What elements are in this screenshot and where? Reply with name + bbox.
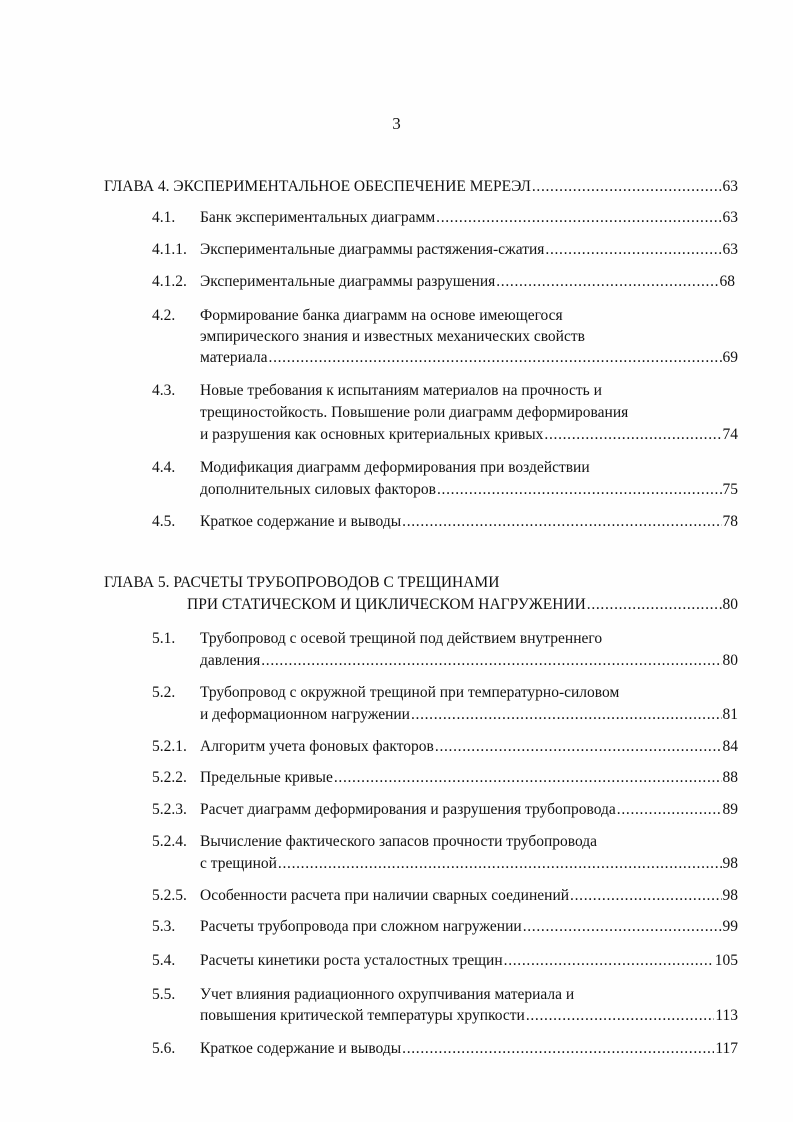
entry-number: 5.3.: [152, 918, 176, 935]
entry-number: 4.1.: [152, 209, 176, 226]
toc-entry-5-6: [152, 1038, 738, 1060]
entry-title-line: Учет влияния радиационного охрупчивания материала и: [200, 986, 575, 1003]
entry-number: 5.2.4.: [152, 833, 187, 850]
leader-dots: [526, 1005, 714, 1027]
entry-number: 5.2.3.: [152, 801, 187, 818]
page-ref: 98: [722, 855, 738, 872]
leader-dots: [496, 271, 718, 293]
page-ref: 78: [722, 513, 738, 530]
entry-title-line: Трубопровод с окружной трещиной при температурно-силовом: [200, 684, 620, 701]
chapter-4-heading: [104, 176, 738, 198]
entry-title-line: дополнительных силовых факторов: [200, 481, 436, 498]
chapter-title: ГЛАВА 4. ЭКСПЕРИМЕНТАЛЬНОЕ ОБЕСПЕЧЕНИЕ МЕРЕЭЛ: [104, 178, 531, 195]
chapter-title-line-2: ПРИ СТАТИЧЕСКОМ И ЦИКЛИЧЕСКОМ НАГРУЖЕНИИ: [187, 596, 586, 613]
page-ref: 68: [719, 273, 735, 290]
page-ref: 80: [722, 652, 738, 669]
page-ref: 99: [722, 918, 738, 935]
page-ref: 63: [722, 178, 738, 195]
entry-number: 5.2.5.: [152, 887, 187, 904]
entry-title-line: материала: [200, 349, 268, 366]
entry-title-line: Формирование банка диаграмм на основе имеющегося: [200, 307, 563, 324]
entry-number: 4.3.: [152, 382, 176, 399]
page-ref: 63: [722, 241, 738, 258]
page-ref: 98: [722, 887, 738, 904]
page-ref: 105: [714, 952, 738, 969]
leader-dots: [435, 736, 722, 758]
toc-entry-4-4: [200, 479, 738, 501]
toc-entry-5-3: [152, 916, 738, 938]
toc-entry-5-5: [200, 1005, 738, 1027]
entry-number: 4.4.: [152, 459, 176, 476]
entry-number: 4.1.1.: [152, 241, 187, 258]
leader-dots: [402, 511, 721, 533]
page-ref: 117: [715, 1040, 738, 1057]
leader-dots: [570, 885, 721, 907]
toc-entry-4-3: [200, 424, 738, 446]
page-ref: 84: [722, 738, 738, 755]
entry-title: Экспериментальные диаграммы разрушения: [200, 273, 496, 290]
page-ref: 63: [722, 209, 738, 226]
leader-dots: [617, 799, 722, 821]
entry-number: 4.1.2.: [152, 273, 187, 290]
leader-dots: [411, 704, 722, 726]
leader-dots: [261, 650, 721, 672]
page-ref: 75: [722, 481, 738, 498]
entry-title-line: с трещиной: [200, 855, 277, 872]
entry-title-line: Трубопровод с осевой трещиной под действием внутреннего: [200, 630, 603, 647]
entry-title: Банк экспериментальных диаграмм: [200, 209, 436, 226]
entry-number: 5.2.2.: [152, 769, 187, 786]
page-ref: 89: [722, 801, 738, 818]
page-number: 3: [392, 114, 401, 133]
entry-title: Расчеты кинетики роста усталостных трещин: [200, 952, 503, 969]
toc-entry-5-2: [200, 704, 738, 726]
page-ref: 88: [722, 769, 738, 786]
entry-number: 5.1.: [152, 630, 176, 647]
entry-title-line: Модификация диаграмм деформирования при воздействии: [200, 459, 590, 476]
leader-dots: [544, 424, 721, 446]
page-ref: 69: [722, 349, 738, 366]
entry-title: Особенности расчета при наличии сварных соединений: [200, 887, 570, 904]
entry-number: 5.2.: [152, 684, 176, 701]
entry-title-line: и разрушения как основных критериальных кривых: [200, 426, 544, 443]
entry-number: 5.5.: [152, 986, 176, 1003]
leader-dots: [504, 950, 714, 972]
leader-dots: [545, 239, 721, 261]
entry-number: 5.6.: [152, 1040, 176, 1057]
entry-number: 4.2.: [152, 307, 176, 324]
toc-entry-4-1: [152, 207, 738, 229]
toc-entry-4-5: [152, 511, 738, 533]
entry-title-line: повышения критической температуры хрупкости: [200, 1007, 525, 1024]
leader-dots: [278, 853, 722, 875]
toc-entry-5-2-3: [152, 799, 738, 821]
entry-title-line: Новые требования к испытаниям материалов на прочность и: [200, 382, 602, 399]
entry-title-line: давления: [200, 652, 261, 669]
toc-entry-5-2-5: [152, 885, 738, 907]
entry-title: Расчеты трубопровода при сложном нагружении: [200, 918, 522, 935]
entry-title: Экспериментальные диаграммы растяжения-сжатия: [200, 241, 545, 258]
leader-dots: [523, 916, 722, 938]
toc-entry-4-1-2: [152, 271, 735, 293]
entry-title-line: эмпирического знания и известных механических свойств: [200, 328, 585, 345]
toc-entry-5-2-4: [200, 853, 738, 875]
entry-title-line: трещиностойкость. Повышение роли диаграмм деформирования: [200, 404, 629, 421]
toc-entry-4-1-1: [152, 239, 738, 261]
leader-dots: [437, 479, 722, 501]
page-ref: 74: [722, 426, 738, 443]
toc-entry-5-2-1: [152, 736, 738, 758]
leader-dots: [587, 594, 722, 616]
entry-title: Предельные кривые: [200, 769, 333, 786]
entry-title: Краткое содержание и выводы: [200, 513, 402, 530]
chapter-5-heading-line-1: ГЛАВА 5. РАСЧЕТЫ ТРУБОПРОВОДОВ С ТРЕЩИНАМИ: [104, 574, 500, 591]
leader-dots: [269, 347, 722, 369]
chapter-5-heading: [187, 594, 738, 616]
page-ref: 80: [722, 596, 738, 613]
entry-title: Алгоритм учета фоновых факторов: [200, 738, 434, 755]
toc-entry-5-2-2: [152, 767, 738, 789]
toc-entry-4-2: [200, 347, 738, 369]
leader-dots: [436, 207, 721, 229]
toc-entry-5-4: [152, 950, 738, 972]
entry-title-line: Вычисление фактического запасов прочности трубопровода: [200, 833, 598, 850]
page-ref: 113: [715, 1007, 738, 1024]
page-ref: 81: [722, 706, 738, 723]
toc-entry-5-1: [200, 650, 738, 672]
entry-title: Расчет диаграмм деформирования и разрушения трубопровода: [200, 801, 616, 818]
leader-dots: [402, 1038, 714, 1060]
entry-title: Краткое содержание и выводы: [200, 1040, 402, 1057]
entry-number: 5.2.1.: [152, 738, 187, 755]
entry-number: 5.4.: [152, 952, 176, 969]
entry-title-line: и деформационном нагружении: [200, 706, 410, 723]
leader-dots: [334, 767, 722, 789]
entry-number: 4.5.: [152, 513, 176, 530]
leader-dots: [532, 176, 722, 198]
